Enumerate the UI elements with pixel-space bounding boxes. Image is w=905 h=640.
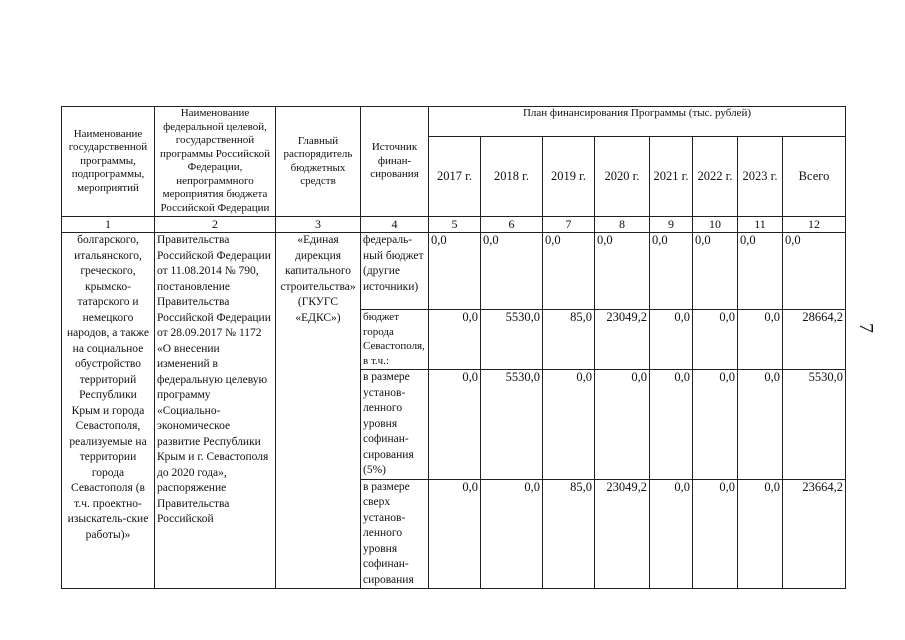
source-federal: федераль-ный бюджет (другие источники) — [361, 233, 429, 310]
value-cell: 0,0 — [650, 370, 693, 480]
header-budget-admin: Главный распорядитель бюджетных средств — [276, 107, 361, 217]
value-cell: 0,0 — [595, 370, 650, 480]
column-number: 3 — [276, 217, 361, 233]
program-name: болгарского, итальянского, греческого, крымско-татарского и немецкого народов, а также на социальное обустройство территорий Республики Крым и города Севастополя, реализуемые на территории города Севастополя (в т.ч. проектно-изыскатель-ские работы)» — [62, 233, 155, 589]
value-cell: 5530,0 — [481, 310, 543, 370]
header-plan-title: План финансирования Программы (тыс. рублей) — [429, 107, 846, 137]
column-number: 11 — [738, 217, 783, 233]
header-year-2019: 2019 г. — [543, 137, 595, 217]
header-year-2017: 2017 г. — [429, 137, 481, 217]
value-cell: 0,0 — [693, 479, 738, 589]
column-number: 9 — [650, 217, 693, 233]
column-number: 2 — [155, 217, 276, 233]
header-target-program: Наименование федеральной целевой, государственной программы Российской Федерации, непрограммного мероприятия бюджета Российской Федерации — [155, 107, 276, 217]
value-cell: 23664,2 — [783, 479, 846, 589]
value-cell: 0,0 — [429, 310, 481, 370]
value-cell: 0,0 — [429, 233, 481, 310]
value-cell: 0,0 — [481, 233, 543, 310]
value-cell: 0,0 — [738, 233, 783, 310]
value-cell: 0,0 — [543, 233, 595, 310]
value-cell: 0,0 — [783, 233, 846, 310]
header-program: Наименование государственной программы, подпрограммы, мероприятий — [62, 107, 155, 217]
value-cell: 0,0 — [481, 479, 543, 589]
value-cell: 0,0 — [650, 233, 693, 310]
column-number: 5 — [429, 217, 481, 233]
financing-table — [61, 106, 846, 589]
value-cell: 85,0 — [543, 479, 595, 589]
value-cell: 0,0 — [738, 310, 783, 370]
source-city-budget: бюджет города Севастополя, в т.ч.: — [361, 310, 429, 370]
value-cell: 5530,0 — [783, 370, 846, 480]
header-year-2021: 2021 г. — [650, 137, 693, 217]
budget-admin: «Единая дирекция капитального строительства» (ГКУГС «ЕДКС») — [276, 233, 361, 589]
value-cell: 23049,2 — [595, 479, 650, 589]
value-cell: 0,0 — [595, 233, 650, 310]
column-number: 10 — [693, 217, 738, 233]
value-cell: 0,0 — [429, 479, 481, 589]
header-total: Всего — [783, 137, 846, 217]
value-cell: 0,0 — [650, 310, 693, 370]
target-program-name: Правительства Российской Федерации от 11.08.2014 № 790, постановление Правительства Российской Федерации от 28.09.2017 № 1172 «О внесении изменений в федеральную целевую программу «Социально-экономическое развитие Республики Крым и г. Севастополя до 2020 года», распоряжение Правительства Российской — [155, 233, 276, 589]
value-cell: 23049,2 — [595, 310, 650, 370]
source-cofinancing-level: в размере установ-ленного уровня софинан-сирования (5%) — [361, 370, 429, 480]
value-cell: 0,0 — [693, 310, 738, 370]
header-year-2020: 2020 г. — [595, 137, 650, 217]
value-cell: 28664,2 — [783, 310, 846, 370]
header-year-2023: 2023 г. — [738, 137, 783, 217]
column-number: 8 — [595, 217, 650, 233]
value-cell: 0,0 — [738, 370, 783, 480]
header-source: Источник финан-сирования — [361, 107, 429, 217]
value-cell: 85,0 — [543, 310, 595, 370]
source-above-cofinancing: в размере сверх установ-ленного уровня софинан-сирования — [361, 479, 429, 589]
value-cell: 0,0 — [738, 479, 783, 589]
column-number: 12 — [783, 217, 846, 233]
value-cell: 0,0 — [543, 370, 595, 480]
column-number: 7 — [543, 217, 595, 233]
column-number: 1 — [62, 217, 155, 233]
header-year-2018: 2018 г. — [481, 137, 543, 217]
value-cell: 0,0 — [429, 370, 481, 480]
value-cell: 0,0 — [693, 370, 738, 480]
page-number: 7 — [855, 323, 877, 333]
value-cell: 0,0 — [650, 479, 693, 589]
header-year-2022: 2022 г. — [693, 137, 738, 217]
value-cell: 5530,0 — [481, 370, 543, 480]
column-number: 6 — [481, 217, 543, 233]
column-number: 4 — [361, 217, 429, 233]
value-cell: 0,0 — [693, 233, 738, 310]
